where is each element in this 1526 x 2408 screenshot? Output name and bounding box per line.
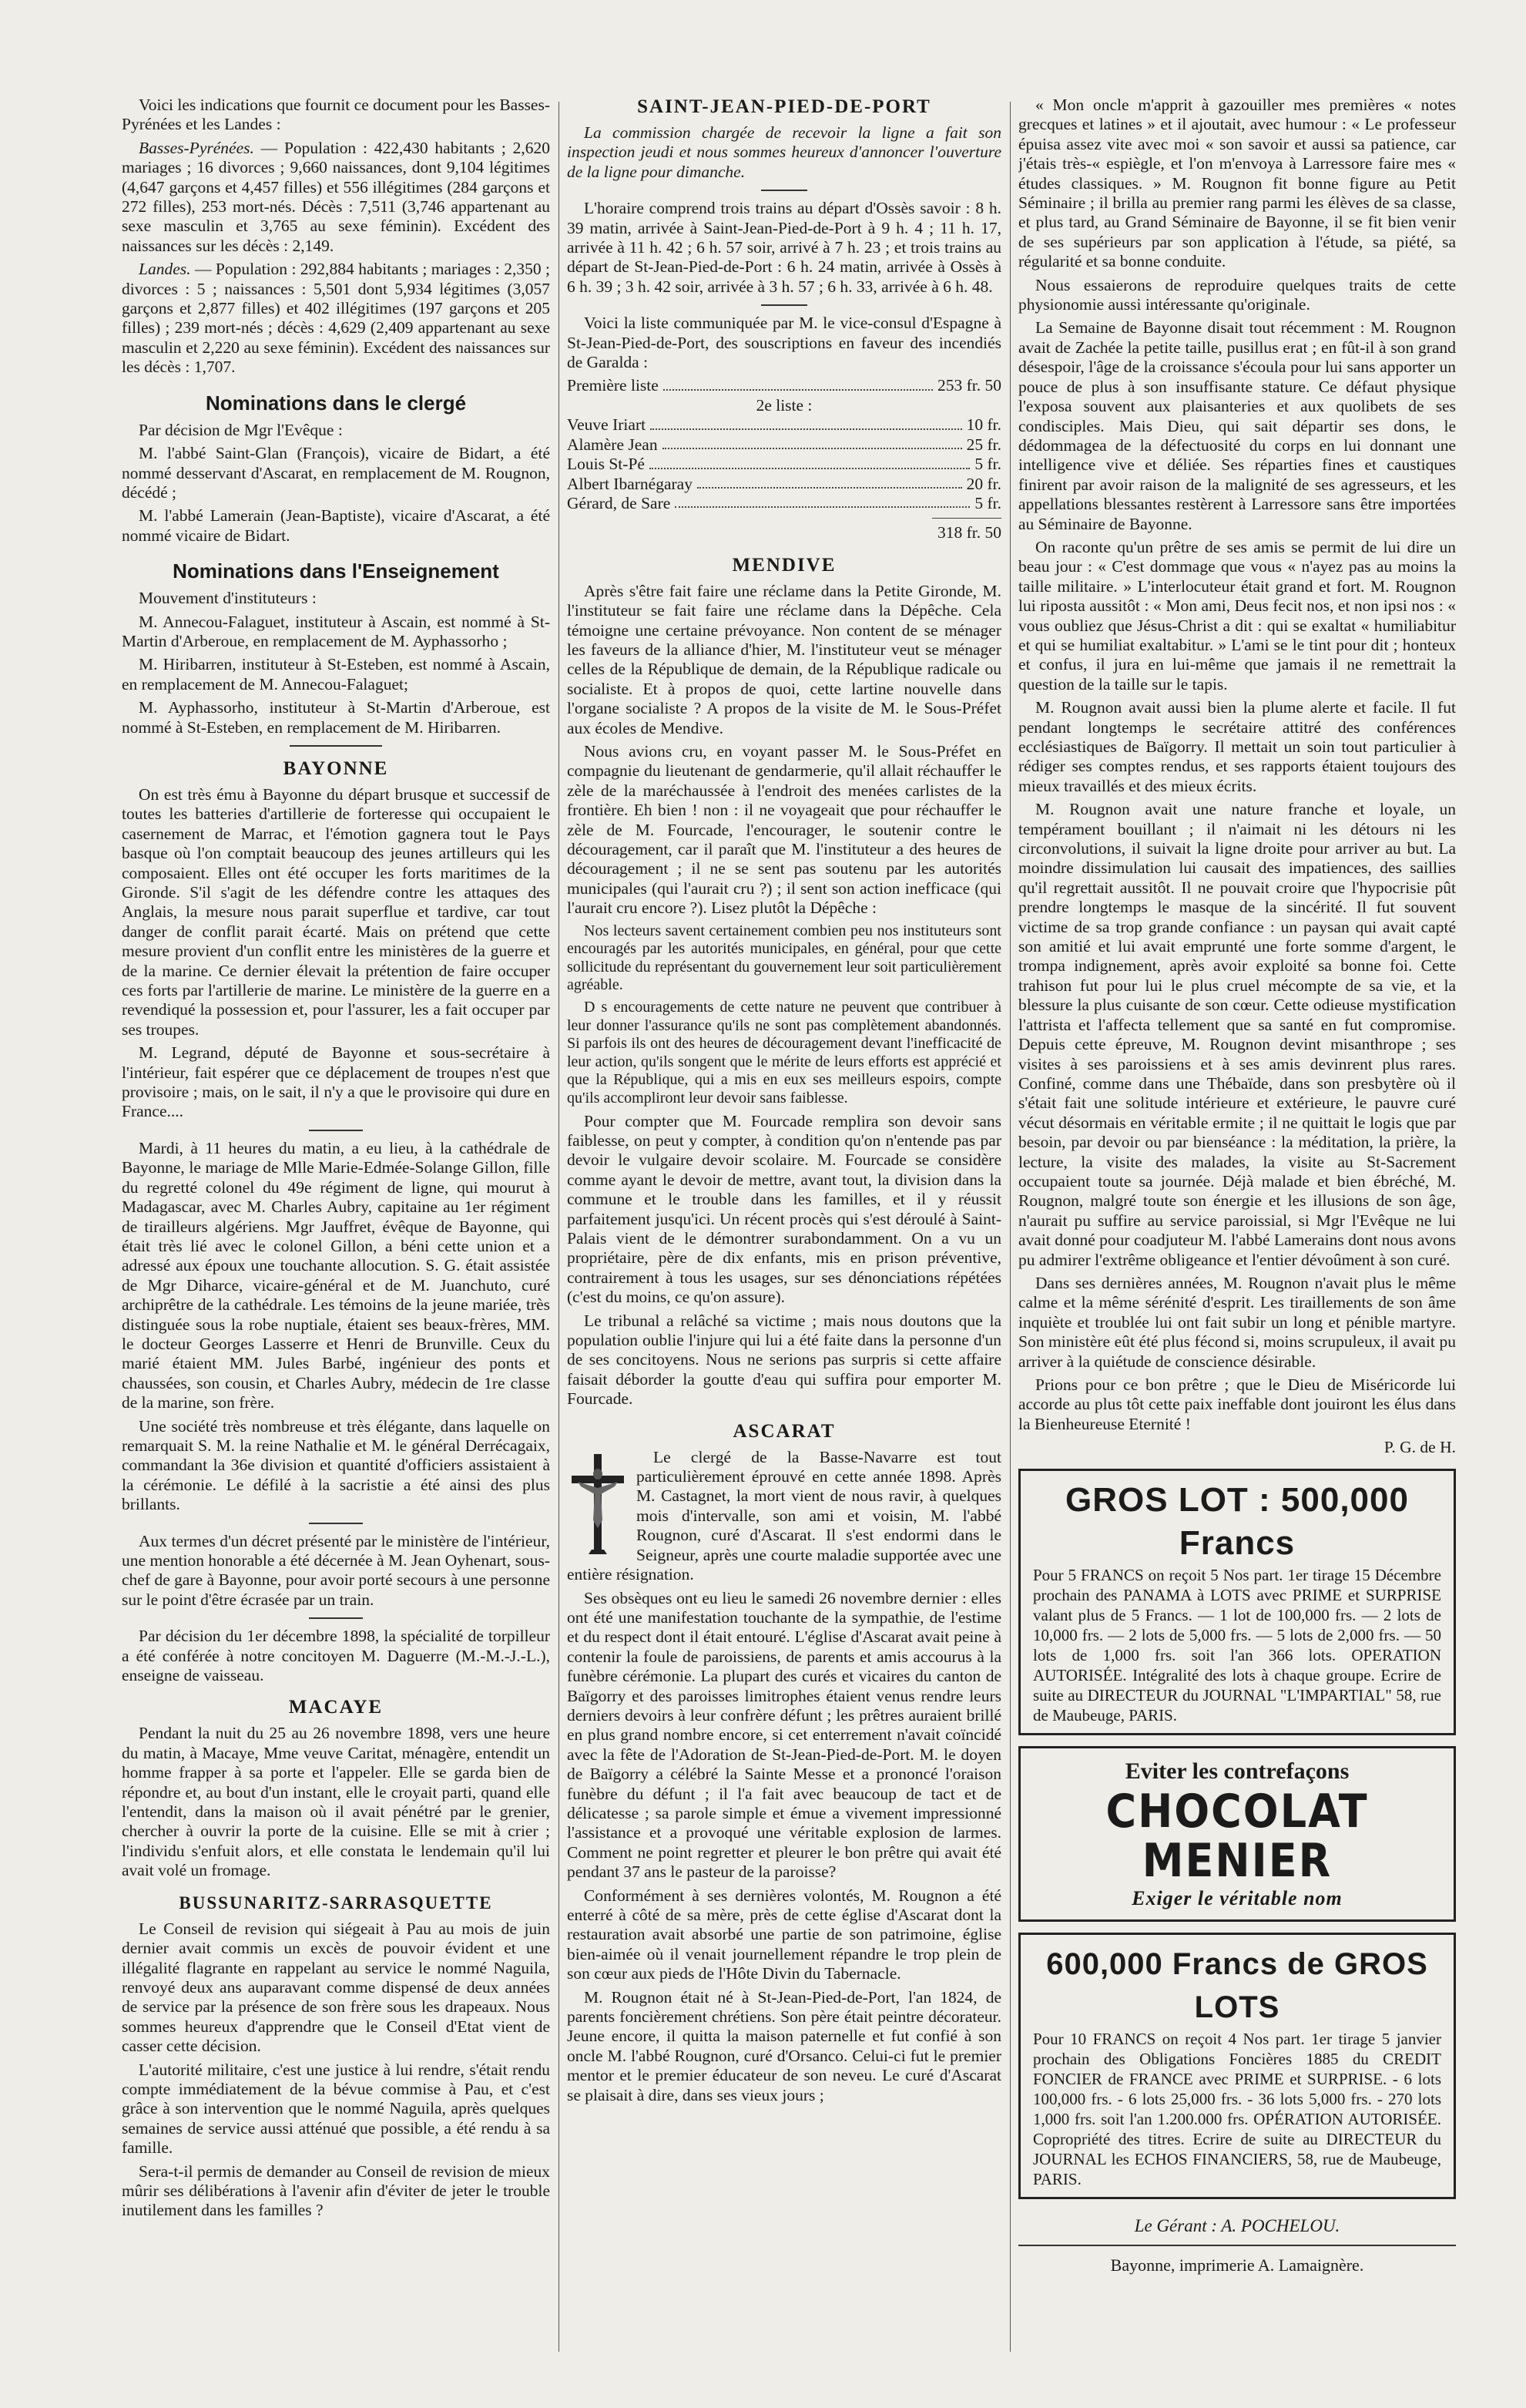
paragraph: Ses obsèques ont eu lieu le samedi 26 novembre dernier : elles ont été une manifestation touchante de la sympathie, de l'estime et du respect dont il était entouré. L'église d'Ascarat avait peine à contenir la foule de paroissiens, de parents et amis accourus à la funèbre cérémonie. La plupart des curés et vicaires du canton de Baïgorry et des paroisses limitrophes étaient venus rendre leurs derniers devoirs à leur confrère défunt ; les prêtres auraient brillé en plus grand nombre encore, si cet enterrement n'avait coïncidé avec la fête de l'Adoration de St-Jean-Pied-de-Port. M. le doyen de Baïgorry a célébré la Sainte Messe et a prononcé l'oraison funèbre du défunt ; il l'a fait avec beaucoup de tact et de délicatesse ; sa parole simple et émue a vivement impressionné l'assistance et a provoqué une véritable explosion de larmes. Comment ne point regretter et pleurer le bon prêtre qui avait été pendant 37 ans le pasteur de la paroisse? (567, 1588, 1001, 1882)
divider (761, 190, 807, 191)
advertisement-chocolat (1018, 1746, 1456, 1922)
divider (932, 518, 1001, 519)
paragraph: Le tribunal a relâché sa victime ; mais nous doutons que la population oublie l'injure qui lui a été faite dans la personne d'un de ses concitoyens. Nous ne serions pas surpris si cette affaire faisait déborder la goutte d'eau qui suffira pour emporter M. Fourcade. (567, 1311, 1001, 1409)
ad-body: Pour 5 FRANCS on reçoit 5 Nos part. 1er tirage 15 Décembre prochain des PANAMA à LOTS avec PRIME et SURPRISE valant plus de 5 Francs. — 1 lot de 100,000 frs. — 2 lots de 10,000 frs. — 2 lots de 5,000 frs. — 5 lots de 2,000 frs. — 50 lots de 1,000 frs. soit l'an 366 lots. OPERATION AUTORISÉE. Intégralité des lots à chaque groupe. Ecrire de suite au DIRECTEUR du JOURNAL "L'IMPARTIAL" 58, rue de Maubeuge, PARIS. (1033, 1565, 1441, 1725)
paragraph: Pendant la nuit du 25 au 26 novembre 1898, vers une heure du matin, à Macaye, Mme veuve Caritat, ménagère, entendit un homme frapper à sa porte et l'appeler. Elle se garda bien de répondre et, au bout d'un instant, elle le croyait parti, quand elle l'entendit, dans la maison où il avait pénétré par le grenier, chercher à ouvrir la porte de la cuisine. Elle se mit à crier ; l'individu s'enfuit alors, et elle constata le lendemain qu'il lui avait volé un fromage. (122, 1724, 550, 1880)
gerant-line: Le Gérant : A. POCHELOU. (1134, 2215, 1340, 2235)
paragraph: Aux termes d'un décret présenté par le ministère de l'intérieur, une mention honorable a été décernée à M. Jean Oyhenart, sous-chef de gare à Bayonne, pour avoir porté secours à une personne sur le point d'être écrasée par un train. (122, 1531, 550, 1609)
section-heading: MENDIVE (732, 554, 837, 576)
section-heading: BUSSUNARITZ-SARRASQUETTE (179, 1892, 493, 1913)
paragraph: Une société très nombreuse et très élégante, dans laquelle on remarquait S. M. la reine Nathalie et M. le général Derrécagaix, commandant la 36e division et quantité d'officiers assistaient à la cérémonie. Le défilé à la sacristie a été ainsi des plus brillants. (122, 1416, 550, 1514)
paragraph: Landes. — Population : 292,884 habitants ; mariages : 2,350 ; divorces : 5 ; naissances : 5,501 dont 5,934 légitimes (3,057 garçons et 2,877 filles) et 402 illégitimes (197 garçons et 205 filles) ; 239 mort-nés ; décès : 4,629 (2,409 appartenant au sexe masculin et 2,220 au sexe féminin). Excédent des naissances sur les décès : 1,707. (122, 260, 550, 377)
paragraph: Dans ses dernières années, M. Rougnon n'avait plus le même calme et la même sérénité d'esprit. Les tiraillements de son âme inquiète et troublée lui ont fait subir un long et pénible martyre. Son ministère eût été plus fécond si, moins scrupuleux, il avait pu arriver à la quiétude de conscience désirable. (1018, 1273, 1456, 1371)
list-item: Louis St-Pé 5 fr. (567, 455, 1001, 474)
paragraph: Nous essaierons de reproduire quelques traits de cette physionomie aussi intéressante qu'originale. (1018, 275, 1456, 314)
paragraph: Prions pour ce bon prêtre ; que le Dieu de Miséricorde lui accorde au plus tôt cette paix ineffable dont jouiront les élus dans la Bienheureuse Eternité ! (1018, 1375, 1456, 1433)
paragraph: M. Annecou-Falaguet, instituteur à Ascain, est nommé à St-Martin d'Arberoue, en remplacement de M. Ayphassorho ; (122, 612, 550, 650)
ad-top-line: Eviter les contrefaçons (1125, 1758, 1350, 1784)
subscription-total: 318 fr. 50 (937, 523, 1001, 542)
section-heading: SAINT-JEAN-PIED-DE-PORT (637, 96, 931, 117)
paragraph: La commission chargée de recevoir la ligne a fait son inspection jeudi et nous sommes heureux d'annoncer l'ouverture de la ligne pour dimanche. (567, 123, 1001, 181)
paragraph: Par décision de Mgr l'Evêque : (139, 420, 343, 439)
paragraph: Voici les indications que fournit ce document pour les Basses-Pyrénées et les Landes : (122, 96, 550, 134)
column-divider (1010, 102, 1011, 2352)
list-item: Veuve Iriart 10 fr. (567, 415, 1001, 435)
section-heading: Nominations dans l'Enseignement (173, 559, 499, 583)
list-item: Gérard, de Sare 5 fr. (567, 493, 1001, 512)
list-item: Première liste 253 fr. 50 (567, 376, 1001, 395)
column-middle (567, 96, 1001, 2353)
ad-brand: MENIER (1142, 1833, 1333, 1887)
paragraph: M. Legrand, député de Bayonne et sous-secrétaire à l'intérieur, fait espérer que ce déplacement de troupes n'est que provisoire ; mais, on le sait, il n'y a que le provisoire qui dure en France.... (122, 1043, 550, 1121)
paragraph: Mouvement d'instituteurs : (139, 589, 317, 608)
section-heading: ASCARAT (733, 1420, 836, 1442)
paragraph: Voici la liste communiquée par M. le vice-consul d'Espagne à St-Jean-Pied-de-Port, des souscriptions en faveur des incendiés de Garalda : (567, 314, 1001, 372)
paragraph: Mardi, à 11 heures du matin, a eu lieu, à la cathédrale de Bayonne, le mariage de Mlle Marie-Edmée-Solange Gillon, fille du regretté colonel du 49e régiment de ligne, qui mourut à Madagascar, avec M. Charles Aubry, capitaine au 1er régiment de tirailleurs algériens. Mgr Jauffret, évêque de Bayonne, qui était très lié avec le colonel Gillon, a béni cette union et a adressé aux époux une touchante allocution. S. G. était assistée de Mgr Diharce, vicaire-général et de M. Juanchuto, curé archiprêtre de la cathédrale. Les témoins de la jeune mariée, très distinguée sous la robe nuptiale, étaient ses beaux-frères, MM. le docteur Georges Lasserre et Henri de Brunville. Ceux du marié étaient MM. Jules Barbé, ingénieur des ponts et chaussées, son cousin, et Charles Aubry, médecin de 1re classe de la marine, son frère. (122, 1138, 550, 1412)
paragraph: M. l'abbé Lamerain (Jean-Baptiste), vicaire d'Ascarat, a été nommé vicaire de Bidart. (122, 506, 550, 545)
ad-brand: CHOCOLAT (1105, 1784, 1369, 1838)
divider (309, 1130, 363, 1131)
paragraph: M. Rougnon était né à St-Jean-Pied-de-Port, l'an 1824, de parents foncièrement chrétiens. Son père était peintre décorateur. Jeune encore, il quitta la maison paternelle et fut confié à son oncle M. l'abbé Rougnon, curé d'Orsanco. Celui-ci fut le premier mentor et le premier éducateur de son neveu. Le curé d'Ascarat se plaisait à dire, dans ses vieux jours ; (567, 1987, 1001, 2104)
paragraph: Le clergé de la Basse-Navarre est tout particulièrement éprouvé en cette année 1898. Après M. Castagnet, la mort vient de nous ravir, à quelques mois d'intervalle, son ami et voisin, M. l'abbé Rougnon, curé d'Ascarat. Il s'est endormi dans le Seigneur, après une courte maladie supportée avec une entière résignation. (567, 1447, 1001, 1584)
column-divider (558, 102, 559, 2352)
paragraph: La Semaine de Bayonne disait tout récemment : M. Rougnon avait de Zachée la petite taille, pusillus erat ; en fût-il à son grand désespoir, l'âge de la croissance s'écoula pour lui sans apporter un pouce de plus à son insuffisante stature. Ce défaut physique l'exposa souvent aux plaisanteries et aux quolibets de ses condisciples. Mais Dieu, qui sait départir ses dons, le dédommagea de la défectuosité du corps en lui donnant une intelligence vive et déliée. Ses réparties fines et caustiques finirent par avoir raison de la malignité de ses agresseurs, et les appellations blessantes restèrent à Larressore sans être importées au Séminaire de Bayonne. (1018, 318, 1456, 533)
divider (309, 1523, 363, 1524)
imprimerie-line: Bayonne, imprimerie A. Lamaignère. (1018, 2245, 1456, 2275)
divider (309, 1617, 363, 1619)
column-right (1018, 96, 1456, 2353)
paragraph: Le Conseil de revision qui siégeait à Pau au mois de juin dernier avait commis un excès de pouvoir évident et une illégalité flagrante en rappelant au service le nommé Naguila, renvoyé deux ans auparavant comme dispensé de deux années de service par la présence de son frère sous les drapeaux. Nous sommes heureux d'apprendre que le Conseil d'Etat vient de casser cette décision. (122, 1919, 550, 2056)
column-left (122, 96, 550, 2353)
section-heading: MACAYE (288, 1697, 384, 1718)
paragraph: Pour compter que M. Fourcade remplira son devoir sans faiblesse, on peut y compter, à condition qu'on n'entende pas par devoir le vulgaire devoir scolaire. M. Fourcade se considère comme ayant le devoir de mettre, avant tout, la division dans la commune et le trouble dans les familles, et il y réussit parfaitement jusqu'ici. Un récent procès qui s'est déroulé à Saint-Palais vient de le démontrer surabondamment. On a vu un propriétaire, père de dix enfants, mis en prison préventive, contrairement à tous les usages, sur ses dénonciations répétées (c'est du moins, ce qu'on assure). (567, 1111, 1001, 1307)
paragraph: M. Rougnon avait aussi bien la plume alerte et facile. Il fut pendant longtemps le secrétaire attitré des conférences ecclésiastiques de Baïgorry. Il mettait un soin tout particulier à rédiger ses comptes rendus, et ses rapports étaient toujours des mieux travaillés et des mieux écrits. (1018, 698, 1456, 795)
paragraph: Basses-Pyrénées. — Population : 422,430 habitants ; 2,620 mariages ; 16 divorces ; 9,660 naissances, dont 9,104 légitimes (4,647 garçons et 4,457 filles) et 556 illégitimes (284 garçons et 272 filles), 253 mort-nés. Décès : 7,511 (3,746 appartenant au sexe masculin et 3,765 au sexe féminin). Excédent des naissances sur les décès : 2,149. (122, 138, 550, 255)
paragraph: On raconte qu'un prêtre de ses amis se permit de lui dire un beau jour : « C'est dommage que vous « n'ayez pas au moins la taille militaire. » L'interlocuteur était grand et fort. M. Rougnon lui riposta aussitôt : « Mon ami, Deus fecit nos, et non ipsi nos : « vous oubliez que Jésus-Christ a dit : qui se exaltat « humiliabitur et qui se humiliat exaltabitur. » L'ami se le tint pour dit ; honteux et confus, il jura en lui-même que jamais il ne remettrait la question de la taille sur le tapis. (1018, 537, 1456, 694)
paragraph: Conformément à ses dernières volontés, M. Rougnon a été enterré à côté de sa mère, près de cette église d'Ascarat dont la restauration avait absorbé une partie de son patrimoine, église bien-aimée où il venait journellement répandre le trop plein de son cœur aux pieds de l'Hôte Divin du Tabernacle. (567, 1886, 1001, 1983)
section-heading: Nominations dans le clergé (205, 391, 467, 415)
divider (761, 304, 807, 306)
paragraph: M. Rougnon avait une nature franche et loyale, un tempérament bouillant ; il n'aimait ni les détours ni les circonvolutions, il suivait la ligne droite pour arriver au but. La moindre dissimulation lui causait des impatiences, des saillies qu'il regrettait aussitôt. Il ne pouvait croire que l'hypocrisie pût prendre longtemps le masque de la sincérité. Il fut souvent victime de sa trop grande confiance : un paysan qui avait capté son amitié et lui avait emprunté une forte somme d'argent, le trompa indignement, après avoir exploité sa bonne foi. Cette trahison fut pour lui le plus cruel mécompte de sa vie, et la blessure la plus cuisante de son cœur. Cette odieuse mystification l'attrista et l'affecta tellement que sa santé en fut compromise. Depuis cette épreuve, M. Rougnon devint misanthrope ; ses visites à ses paroissiens et à ses amis devinrent plus rares. Confiné, comme dans une Thébaïde, dans son presbytère où il s'était fait une solitude intérieure et extérieure, le pauvre curé vécut désormais en véritable ermite ; il ne quittait le logis que par besoin, par devoir ou par bienséance : la méditation, la prière, la lecture, la visite des malades, la visite au St-Sacrement occupaient toute sa journée. Déjà malade et bien ébréché, M. Rougnon, malgré toute son énergie et les illusions de son âge, n'aurait pu suffire au service paroissial, si Mgr l'Evêque ne lui avait donné pour coadjuteur M. l'abbé Lamerains dont nous avons pu admirer l'extrême obligeance et l'entier dévoûment à son curé. (1018, 800, 1456, 1269)
crucifix-icon (567, 1451, 629, 1559)
paragraph: On est très ému à Bayonne du départ brusque et successif de toutes les batteries d'artillerie de forteresse qui occupaient le casernement de Marrac, et l'émotion gagnera tout le Pays basque où l'on comptait beaucoup des jeunes artilleurs qui les composaient. Elles ont été occuper les forts maritimes de la Gironde. S'il s'agit de les défendre contre les attaques des Anglais, la mesure nous parait superflue et tardive, car tout danger de conflit parait écarté. Mais on prétend que cette mesure provient d'un conflit entre les ministères de la guerre et de la marine. Ce dernier élevait la prétention de faire occuper ces forts par l'artillerie de marine. Le ministère de la guerre en a revendiqué la possession et, pour l'assurer, les a fait occuper par ses troupes. (122, 784, 550, 1039)
paragraph: L'horaire comprend trois trains au départ d'Ossès savoir : 8 h. 39 matin, arrivée à Saint-Jean-Pied-de-Port à 9 h. 4 ; 11 h. 17, arrivée à 11 h. 42 ; 6 h. 57 soir, arrivé à 7 h. 23 ; et trois trains au départ de St-Jean-Pied-de-Port : 6 h. 24 matin, arrivée à Ossès à 6 h. 39 ; 3 h. 42 soir, arrivée à 3 h. 57 ; 6 h. 33, arrivée à 6 h. 48. (567, 199, 1001, 296)
ad-title: GROS LOT : 500,000 Francs (1065, 1480, 1409, 1562)
ad-body: Pour 10 FRANCS on reçoit 4 Nos part. 1er tirage 5 janvier prochain des Obligations Foncières 1885 du CREDIT FONCIER de FRANCE avec PRIME et SURPRISE. - 6 lots 100,000 frs. - 6 lots 25,000 frs. - 36 lots 5,000 frs. - 270 lots 1,000 frs. soit l'an 1.200.000 frs. OPÉRATION AUTORISÉE. Copropriété des titres. Ecrire de suite au DIRECTEUR du JOURNAL les ECHOS FINANCIERS, 58, rue de Maubeuge, PARIS. (1033, 2029, 1441, 2188)
divider (290, 745, 382, 747)
ad-title: 600,000 Francs de GROS LOTS (1046, 1946, 1428, 2024)
signature: P. G. de H. (1383, 1438, 1456, 1457)
paragraph: M. l'abbé Saint-Glan (François), vicaire de Bidart, a été nommé desservant d'Ascarat, en remplacement de M. Rougnon, décédé ; (122, 444, 550, 502)
paragraph: Après s'être fait faire une réclame dans la Petite Gironde, M. l'instituteur se fait faire une réclame dans la Dépêche. Cela témoigne une certaine prévoyance. Non content de se ménager les faveurs de la alliance d'hier, M. l'instituteur veut se ménager celles de la République de demain, de la République radicale ou socialiste. Et à propos de quoi, cette lartine nouvelle dans l'organe socialiste ? A propos de la visite de M. le Sous-Préfet aux écoles de Mendive. (567, 581, 1001, 737)
quote-paragraph: D s encouragements de cette nature ne peuvent que contribuer à leur donner l'assurance qu'ils ne sont pas complètement abandonnés. Si parfois ils ont des heures de découragement devant l'inefficacité de leur action, qu'ils songent que le mérite de leurs efforts est apprécié et que la République, qui a mis en eux ses meilleurs espoirs, compte qu'ils accompliront leur devoir sans faiblesse. (567, 999, 1001, 1107)
list-item: Albert Ibarnégaray 20 fr. (567, 474, 1001, 493)
list-item: Alamère Jean 25 fr. (567, 435, 1001, 454)
paragraph: M. Ayphassorho, instituteur à St-Martin d'Arberoue, est nommé à St-Esteben, en remplacement de M. Hiribarren. (122, 698, 550, 737)
paragraph: L'autorité militaire, c'est une justice à lui rendre, s'était rendu compte immédiatement de la bévue commise à Pau, et c'est grâce à son intervention que le nommé Naguila, après quelques semaines de service aussi atténué que possible, a été rendu à sa famille. (122, 2060, 550, 2158)
paragraph: Sera-t-il permis de demander au Conseil de revision de mieux mûrir ses délibérations à l'avenir afin d'éviter de jeter le trouble inutilement dans les familles ? (122, 2161, 550, 2220)
paragraph: Nous avions cru, en voyant passer M. le Sous-Préfet en compagnie du lieutenant de gendarmerie, qu'il allait réchauffer le zèle de la maréchaussée à l'endroit des menées carlistes de la frontière. Eh bien ! non : il ne voyageait que pour réchauffer le zèle de M. Fourcade, l'encourager, le soutenir contre le découragement, car il paraît que M. l'instituteur a des heures de découragement ; il ne se sent pas soutenu par les autorités municipales (qui l'aurait cru ?) ; il sent son action inefficace (qui l'aurait cru encore ?). Lisez plutôt la Dépêche : (567, 741, 1001, 918)
paragraph: « Mon oncle m'apprit à gazouiller mes premières « notes grecques et latines » et il ajoutait, avec humour : « Le professeur épuisa assez vite avec moi « son savoir et aussi sa patience, car j'étais très-« espiègle, et l'on m'envoya à Larressore faire mes « études classiques. » M. Rougnon fit bonne figure au Petit Séminaire ; il brilla au premier rang parmi les élèves de sa classe, et plus tard, au Grand Séminaire de Bayonne, il se fit bien venir de ses supérieurs par son application à l'étude, sa piété, sa régularité et sa bonne conduite. (1018, 96, 1456, 271)
list-subheading: 2e liste : (756, 395, 813, 415)
advertisement-panama (1018, 1469, 1456, 1735)
paragraph: Par décision du 1er décembre 1898, la spécialité de torpilleur a été conférée à notre concitoyen M. Daguerre (M.-M.-J.-L.), enseigne de vaisseau. (122, 1627, 550, 1685)
ad-bottom-line: Exiger le véritable nom (1132, 1886, 1343, 1909)
advertisement-credit-foncier (1018, 1933, 1456, 2199)
section-heading: BAYONNE (283, 757, 389, 779)
paragraph: M. Hiribarren, instituteur à St-Esteben, est nommé à Ascain, en remplacement de M. Annecou-Falaguet; (122, 655, 550, 694)
quote-paragraph: Nos lecteurs savent certainement combien peu nos instituteurs sont encouragés par les autorités municipales, en général, pour que cette sollicitude du représentant du gouvernement leur soit particulièrement agréable. (567, 922, 1001, 994)
